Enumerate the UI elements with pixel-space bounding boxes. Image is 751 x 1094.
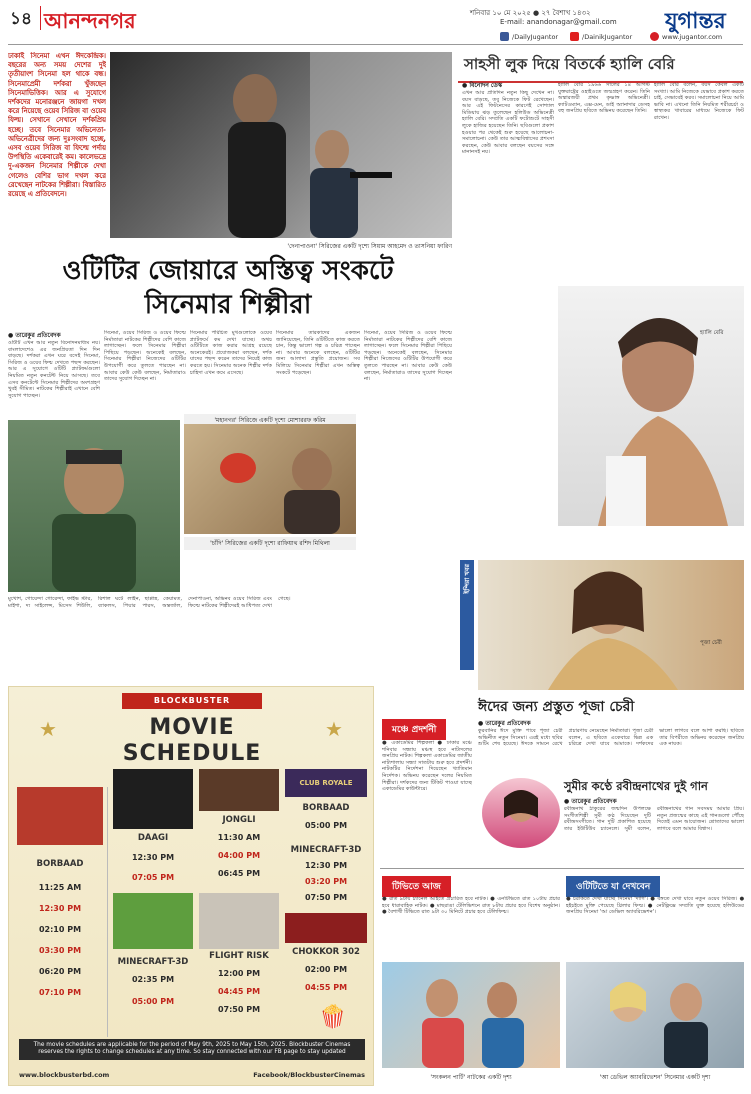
chandi-photo-art — [184, 424, 356, 534]
main-headline-line1: ওটিটির জোয়ারে অস্তিত্ব সংকটে — [62, 256, 394, 286]
lead-photo-caption: 'দেনাপাওনা' সিরিজের একটি দৃশ্যে সিয়াম আহমেদ ও তাসনিয়া ফারিণ — [287, 243, 452, 250]
borbaad-poster-thumb — [17, 787, 103, 845]
puja-byline: ● তারেকুর প্রতিবেদক — [478, 720, 531, 727]
club-royale-logo: CLUB ROYALE — [285, 769, 367, 797]
showtime: 03:30 PM — [38, 946, 82, 955]
police-photo-art — [8, 420, 180, 592]
movie-title-borbaad: BORBAAD — [36, 859, 84, 869]
ott-photo-art — [566, 962, 744, 1068]
masthead-rule — [8, 44, 743, 45]
police-photo — [8, 420, 180, 592]
halle-col1: এখন আর প্রতিদিন নতুন কিছু দেখেন না। বয়স বাড়ছে, তবু নিজেকে ফিট রেখেছেন। আর এই ফিটনেসের কারণেই সোশ্যাল মিডিয়ায় ঝড় তুলেছেন হলিউড অভিনেত্রী হ্যালি বেরি। সম্প্রতি একটি ফটোশুটে সাহসী লুকে হাজির হয়েছেন তিনি। ছবিগুলো প্রকাশ হওয়ার পর থেকেই শুরু হয়েছে আলোচনা-সমালোচনা। কেউ তার আত্মবিশ্বাসের প্রশংসা করছেন, কেউ আবার বলছেন বয়সের সঙ্গে মানানসই নয়। — [462, 90, 554, 156]
sumi-headline: সুমীর কণ্ঠে রবীন্দ্রনাথের দুই গান — [564, 779, 708, 793]
paper-logo: যুগান্তর — [665, 8, 726, 34]
showtime: 05:00 PM — [304, 821, 348, 830]
blockbuster-logo: BLOCKBUSTER — [122, 693, 262, 709]
tv-today-text: ● রাত ৯টায় চ্যানেল আইতে প্রচারিত হবে নাটক। ● এনটিভিতে রাত ১০টায় প্রচার হবে ধারাবাহিক নাটক। ● মাছরাঙা টেলিভিশনে রাত ৮টায় প্রচার হবে বিশেষ অনুষ্ঠান। ● বৈশাখী টিভিতে রাত ৯টা ৩০ মিনিটে প্রচার হবে টেলিফিল্ম। — [382, 896, 560, 916]
showtime: 07:05 PM — [131, 873, 175, 882]
star-icon-right: ★ — [325, 717, 343, 741]
ott-photo-caption: 'আ ডেভিল অ্যাবরিভেশন' সিনেমার একটি দৃশ্য — [599, 1074, 711, 1081]
showtime: 02:35 PM — [131, 975, 175, 984]
poster-website[interactable]: www.blockbusterbd.com — [19, 1071, 110, 1079]
lower-rule — [380, 868, 744, 869]
main-col2: সিনেমা, ওয়েব সিরিজ ও ওয়েব ফিল্মে নির্মাতারা নাটকের শিল্পীদের বেশি কাজে লাগাচ্ছেন। ফলে সিনেমার শিল্পীরা পিছিয়ে পড়ছেন। অনেকেই বলছেন, সিনেমার শিল্পীরা নিজেদের ওটিটির উপযোগী করে তুলতে পারছেন না। আবার কেউ কেউ বলছেন, নির্মাতারাও তাদের সুযোগ দিচ্ছেন না। — [104, 330, 186, 383]
issue-date: শনিবার ১০ মে ২০২৫ ● ২৭ বৈশাখ ১৪৩২ — [470, 9, 591, 17]
showtime: 07:10 PM — [38, 988, 82, 997]
main-headline-line2: সিনেমার শিল্পীরা — [144, 290, 312, 320]
movie-title-minecraft-royale: MINECRAFT-3D — [290, 845, 362, 855]
social-facebook[interactable] — [500, 32, 558, 41]
movie-schedule-ad — [8, 686, 374, 1086]
lead-photo-art — [110, 52, 452, 238]
ott-photo — [566, 962, 744, 1068]
halle-headline: সাহসী লুক দিয়ে বিতর্কে হ্যালি বেরি — [458, 50, 743, 83]
puja-photo-art — [478, 560, 744, 690]
facebook-icon — [500, 32, 509, 41]
police-photo-caption: 'মহানগর' সিরিজে একটি দৃশ্যে মোশাররফ করিম — [184, 414, 356, 427]
puja-headline: ঈদের জন্য প্রস্তুত পূজা চেরী — [478, 699, 635, 715]
sumi-photo-art — [482, 778, 560, 848]
showtime: 11:30 AM — [217, 833, 261, 842]
flight-risk-poster-thumb — [199, 893, 279, 949]
poster-footer-note: The movie schedules are applicable for the period of May 9th, 2025 to May 15th, 2025. Blockbuster Cinemas reserves the rights to change schedules at any time. So stay connected with our FB page to stay updated — [19, 1039, 365, 1060]
lead-photo — [110, 52, 452, 238]
puja-photo — [478, 560, 744, 690]
poster-title-line2: SCHEDULE — [122, 741, 262, 766]
star-icon-left: ★ — [39, 717, 57, 741]
movie-title-minecraft: MINECRAFT-3D — [117, 957, 189, 967]
movie-title-borbaad-royale: BORBAAD — [302, 803, 350, 813]
poster-title-line1: MOVIE — [149, 715, 235, 740]
jongli-poster-thumb — [199, 769, 279, 811]
showtime: 02:00 PM — [304, 965, 348, 974]
intro-box — [8, 52, 106, 252]
popcorn-icon: 🍿 — [319, 1005, 347, 1030]
halle-photo-label: হ্যালি বেরি — [700, 330, 724, 336]
main-headline — [8, 254, 448, 322]
showtime: 04:45 PM — [217, 987, 261, 996]
ott-text: ● চরকিতে দেখা যাচ্ছে সিনেমা 'দাগি'। ● বঙ্গতে দেখা যাবে নতুন ওয়েব সিরিজ। ● হইচইতে মুক্তি পেয়েছে থ্রিলার ফিল্ম। ● নেটফ্লিক্সে সম্প্রতি যুক্ত হয়েছে হলিউডের জনপ্রিয় সিনেমা 'আ ডেভিল অ্যাবরিভেশন'। — [566, 896, 744, 916]
main-col4: সিনেমার তারকাদের একজন জানিয়েছেন, তিনি ওটিটিতে কাজ করতে চান, কিন্তু ভালো গল্প ও চরিত্র পাচ্ছেন না। আবার অনেকে বলছেন, ওটিটির জন্য আলাদা প্রস্তুতি প্রয়োজন। সব মিলিয়ে সিনেমার শিল্পীরা এখন অস্তিত্ব সংকটে পড়েছেন। — [276, 330, 360, 376]
social-facebook-label: /DailyJugantor — [512, 32, 559, 41]
chandi-photo — [184, 424, 356, 534]
social-youtube[interactable] — [570, 32, 632, 41]
showtime: 03:20 PM — [304, 877, 348, 886]
intro-text: ঢাকাই সিনেমা এখন ঈদকেন্দ্রিক। বছরের অন্য সময় দেশের দুই তৃতীয়াংশ সিনেমা হল থাকে বন্ধ। সিনেমাপ্রেমী দর্শকরা খুঁজছেন সিনেমাভিত্তিক। আর এ সুযোগে দর্শকদের মনোরঞ্জনে জায়গা দখল করে নিয়েছে ওয়েব সিরিজ বা ওয়েব ফিল্ম। সেখানে সেখানে দর্শকপ্রিয় হচ্ছে। তবে সিনেমার অভিনেতা-অভিনেত্রীদের জন্য দুঃসংবাদ হচ্ছে, এসব ওয়েব সিরিজ বা ফিল্মে পর্দায় উপস্থিতি একেবারেই কম। কালেভদ্রে দু-একজন সিনেমার শিল্পীকে দেখা গেলেও বেশির ভাগ দখল করে রেখেছেন নাটকের শিল্পীরা। বিস্তারিত রয়েছে এ প্রতিবেদনে। — [8, 52, 106, 199]
website-link[interactable] — [650, 32, 722, 41]
showtime: 05:00 PM — [131, 997, 175, 1006]
website-label: www.jugantor.com — [662, 32, 723, 41]
halle-photo-art — [558, 286, 744, 526]
movie-title-chokkor: CHOKKOR 302 — [292, 947, 360, 957]
showtime: 12:30 PM — [131, 853, 175, 862]
showtime: 12:00 PM — [217, 969, 261, 978]
main-byline: ● তারেকুর প্রতিবেদক — [8, 332, 61, 339]
main-col5: সিনেমা, ওয়েব সিরিজ ও ওয়েব ফিল্মে নির্মাতারা নাটকের শিল্পীদের বেশি কাজে লাগাচ্ছেন। ফলে সিনেমার শিল্পীরা পিছিয়ে পড়ছেন। অনেকেই বলছেন, সিনেমার শিল্পীরা নিজেদের ওটিটির উপযোগী করে তুলতে পারছেন না। আবার কেউ কেউ বলছেন, নির্মাতারাও তাদের সুযোগ দিচ্ছেন না। — [364, 330, 452, 383]
halle-photo — [558, 286, 744, 526]
puja-tab-label: ইন্দিরা খবর — [463, 564, 471, 594]
showtime: 12:30 PM — [38, 904, 82, 913]
stage-tab: মঞ্চে প্রদর্শনী — [382, 719, 446, 740]
puja-tab — [460, 560, 474, 670]
tv-photo-caption: 'সংকলন পার্টি' নাটকের একটি দৃশ্য — [430, 1074, 512, 1081]
showtime: 07:50 PM — [217, 1005, 261, 1014]
borbaad-times — [17, 877, 103, 1003]
tv-photo-art — [382, 962, 560, 1068]
daagi-poster-thumb — [113, 769, 193, 829]
movie-title-daagi: DAAGI — [137, 833, 169, 843]
showtime: 06:20 PM — [38, 967, 82, 976]
movie-title-flight-risk: FLIGHT RISK — [209, 951, 269, 961]
chandi-photo-caption: 'চাঁদি' সিরিজের একটি দৃশ্যে রাফিয়াথ রশিদ মিথিলা — [184, 537, 356, 550]
showtime: 04:00 PM — [217, 851, 261, 860]
halle-col2: হ্যালি বেরি ১৯৬৬ সালের ১৪ আগস্ট যুক্তরাষ্ট্রের ওহাইওতে জন্মগ্রহণ করেন। তিনি অস্কারজয়ী প্রথম কৃষ্ণাঙ্গ অভিনেত্রী। ক্যাটওম্যান, এক্স-মেন, ডাই অ্যানাদার ডেসহ বহু জনপ্রিয় ছবিতে অভিনয় করেছেন তিনি। — [558, 82, 650, 115]
poster-facebook[interactable]: Facebook/BlockbusterCinemas — [253, 1071, 365, 1079]
puja-photo-label: পূজা চেরী — [700, 640, 722, 646]
masthead-divider — [40, 6, 41, 30]
minecraft-poster-thumb — [113, 893, 193, 949]
halle-col3: হ্যালি বেরি বলেন, বয়স কেবল একটি সংখ্যা। আমি নিজেকে যেভাবে প্রকাশ করতে চাই, সেভাবেই করব। সমালোচনা নিয়ে আমি ভাবি না। এখনো তিনি নিয়মিত শরীরচর্চা ও স্বাস্থ্যকর খাবারের মাধ্যমে নিজেকে ফিট রাখেন। — [654, 82, 744, 121]
contact-email[interactable]: E-mail: anandonagar@gmail.com — [500, 18, 617, 26]
halle-byline: ● বিনোদন ডেস্ক — [462, 82, 503, 89]
globe-icon — [650, 32, 659, 41]
showtime: 02:10 PM — [38, 925, 82, 934]
showtime: 06:45 PM — [217, 869, 261, 878]
sumi-photo — [482, 778, 560, 848]
showtime: 12:30 PM — [304, 861, 348, 870]
sumi-text: রবীন্দ্রনাথ ঠাকুরের জন্মদিন উপলক্ষে সংগীতশিল্পী সুমী কণ্ঠ দিয়েছেন দুটি রবীন্দ্রসংগীতে। গান দুটি প্রকাশিত হয়েছে তার ইউটিউব চ্যানেলে। সুমী বলেন, রবীন্দ্রনাথের গান সবসময় আমার প্রিয়। নতুন প্রজন্মের কাছে এই গানগুলো পৌঁছে দিতেই এমন আয়োজন। শ্রোতাদের ভালো লাগবে বলে আমার বিশ্বাস। — [564, 806, 744, 832]
section-name: আনন্দনগর — [44, 9, 136, 33]
poster-divider — [107, 787, 108, 1037]
page-number: ১৪ — [10, 9, 33, 29]
puja-text: কুরবানির ঈদে মুক্তি পাবে পূজা চেরী অভিনীত নতুন সিনেমা। এরই মধ্যে ছবির শুটিং শেষ হয়েছে। ঈদকে সামনে রেখে প্রচারণায় নেমেছেন নির্মাতারা। পূজা চেরী বলেন, এ ছবিতে একেবারে ভিন্ন এক চরিত্রে দেখা যাবে আমাকে। দর্শকদের ভালো লাগবে বলে আশা করছি। ছবিতে তার বিপরীতে অভিনয় করেছেন জনপ্রিয় এক নায়ক। — [478, 728, 744, 748]
showtime: 04:55 PM — [304, 983, 348, 992]
tv-today-tab: টিভিতে আজ — [382, 876, 451, 897]
tv-photo — [382, 962, 560, 1068]
showtime: 07:50 PM — [304, 893, 348, 902]
movie-title-jongli: JONGLI — [222, 815, 256, 825]
chokkor-poster-thumb — [285, 913, 367, 943]
ott-tab: ওটিটিতে যা দেখবেন — [566, 876, 660, 897]
youtube-icon — [570, 32, 579, 41]
main-col3: সিনেমার পরিচিত মুখগুলোকে ওয়েব প্ল্যাটফর্মে কম দেখা যাচ্ছে। অথচ ওটিটিতে কাজ করার আগ্রহ রয়েছে অনেকেরই। প্রযোজকরা বলছেন, দর্শক যাদের পছন্দ করেন তাদের নিয়েই কাজ করতে হয়। সিনেমার অনেক শিল্পীর দর্শক চাহিদা এখন কমে এসেছে। — [190, 330, 272, 376]
main-bottom-text: মুখোশ, গোয়েন্দা গোরেন্দা, ফাইভ স্টার, মাইশা, দ্য সাইলেন্স, মিসেস শিউলি, রিশাল ঘটে লাইন, ছাপ্পান্ন, কেয়ামত, ব্যাকলস, পিয়ার পারস, অন্তর্জাল, দেনাপাওনা, অভিনব ওয়েব সিরিজ এবং ফিল্মে নাটকের শিল্পীদেরই আধিপত্য দেখা গেছে। — [8, 596, 291, 609]
main-col1: ওটিটি এখন আর নতুন বিনোদনমাধ্যম নয়। বাংলাদেশেও এর জনপ্রিয়তা দিন দিন বাড়ছে। দর্শকরা এখন ঘরে বসেই সিনেমা, সিরিজ ও ওয়েব ফিল্ম দেখতে পছন্দ করছেন। আর এ সুযোগে ওটিটি প্ল্যাটফর্মগুলো নিয়মিত নতুন কনটেন্ট নিয়ে আসছে। তবে এসব কনটেন্টে সিনেমার শিল্পীদের অংশগ্রহণ খুবই সীমিত। নাটকের শিল্পীরাই এখানে বেশি সুযোগ পাচ্ছেন। — [8, 340, 100, 399]
stage-text: ● একাডেমির শিল্পকলা ● ঢাকার মঞ্চে শনিবার সন্ধ্যায় মঞ্চস্থ হবে নাট্যদলের জনপ্রিয় নাটক। শিল্পকলা একাডেমির জাতীয় নাট্যশালায় সন্ধ্যা সাতটায় শুরু হবে প্রদর্শনী। নাটকটির নির্দেশনা দিয়েছেন খ্যাতিমান নির্দেশক। অভিনয় করেছেন দলের নিয়মিত শিল্পীরা। দর্শকদের জন্য টিকিট পাওয়া যাচ্ছে একাডেমির কাউন্টারে। — [382, 740, 472, 793]
showtime: 11:25 AM — [38, 883, 82, 892]
sumi-byline: ● তারেকুর প্রতিবেদক — [564, 798, 617, 805]
social-youtube-label: /DainikJugantor — [582, 32, 633, 41]
